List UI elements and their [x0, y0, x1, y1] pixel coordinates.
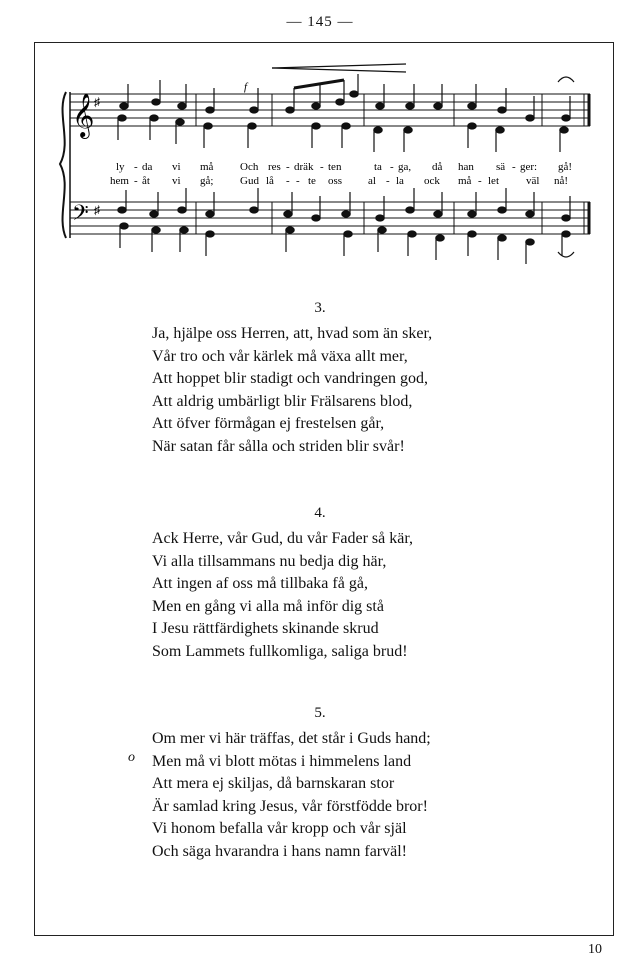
svg-text:ten: ten	[328, 161, 342, 173]
svg-text:må: må	[200, 161, 214, 173]
verse-line: När satan får sålla och striden blir svår!	[152, 437, 405, 455]
bass-clef: 𝄢	[72, 201, 89, 231]
svg-text:ta: ta	[374, 161, 382, 173]
bass-key-sharp: ♯	[94, 203, 100, 217]
treble-key-sharp: ♯	[94, 95, 100, 109]
svg-text:vi: vi	[172, 175, 181, 187]
svg-text:-: -	[390, 161, 394, 173]
svg-text:la: la	[396, 175, 404, 187]
svg-text:sä: sä	[496, 161, 506, 173]
svg-text:gå!: gå!	[558, 161, 573, 173]
svg-text:let: let	[488, 175, 499, 187]
verse-line: Ja, hjälpe oss Herren, att, hvad som än sker,	[152, 325, 433, 342]
signature-mark: 10	[588, 942, 602, 957]
verse-line: Att ingen af oss må tillbaka få gå,	[152, 575, 368, 593]
verse-5	[0, 705, 640, 864]
verse-line: I Jesu rättfärdighets skinande skrud	[152, 620, 379, 638]
music-score	[58, 52, 606, 272]
lyrics-line-1	[116, 161, 572, 173]
svg-text:må: må	[458, 175, 472, 187]
page-number: — 145 —	[286, 14, 354, 30]
svg-text:nå!: nå!	[554, 175, 569, 187]
verse-line: Vi honom befalla vår kropp och vår själ	[152, 820, 407, 838]
verse-line: Vi alla tillsammans nu bedja dig här,	[152, 552, 387, 570]
svg-text:ly: ly	[116, 161, 125, 173]
verse-line: Men må vi blott mötas i himmelens land	[152, 752, 412, 770]
treble-staff	[70, 94, 590, 126]
svg-text:-: -	[134, 161, 138, 173]
svg-text:-: -	[286, 161, 290, 173]
lyrics-line-2	[110, 175, 568, 187]
treble-lower-notes	[118, 115, 568, 152]
verse-line: Om mer vi här träffas, det står i Guds hand;	[152, 730, 431, 747]
svg-text:-: -	[478, 175, 482, 187]
svg-text:-: -	[286, 175, 290, 187]
margin-mark: o	[128, 750, 135, 765]
verse-line: Att hoppet blir stadigt och vandringen god,	[152, 370, 428, 388]
verse-line: Att öfver förmågan ej frestelsen går,	[152, 415, 385, 433]
verse-line: Att mera ej skiljas, då barnskaran stor	[152, 775, 395, 793]
svg-text:väl: väl	[526, 175, 540, 187]
verse-line: Att aldrig umbärligt blir Frälsarens blod,	[152, 392, 413, 410]
svg-text:-: -	[386, 175, 390, 187]
svg-text:hem: hem	[110, 175, 129, 187]
svg-text:vi: vi	[172, 161, 181, 173]
svg-text:Gud: Gud	[240, 175, 259, 187]
dynamic-mark: f	[244, 81, 248, 93]
svg-text:då: då	[432, 161, 443, 173]
treble-clef: 𝄞	[72, 93, 95, 137]
hairpin-mark	[272, 64, 406, 72]
svg-text:-: -	[512, 161, 516, 173]
svg-text:al: al	[368, 175, 376, 187]
treble-notes	[120, 74, 574, 121]
svg-text:da: da	[142, 161, 153, 173]
svg-text:ock: ock	[424, 175, 440, 187]
verse-line: Ack Herre, vår Gud, du vår Fader så kär,	[152, 530, 414, 547]
verse-4	[0, 505, 640, 664]
svg-text:ga,: ga,	[398, 161, 412, 173]
verse-number: 4.	[314, 505, 326, 521]
svg-text:-: -	[320, 161, 324, 173]
verse-3	[0, 300, 640, 459]
verse-line: Men en gång vi alla må inför dig stå	[152, 597, 384, 615]
svg-text:Och: Och	[240, 161, 259, 173]
svg-text:-: -	[134, 175, 138, 187]
verse-number: 3.	[314, 300, 326, 316]
verse-line: Är samlad kring Jesus, vår förstfödde bror!	[152, 797, 428, 815]
svg-text:te: te	[308, 175, 316, 187]
bass-staff	[70, 202, 590, 234]
system-brace	[60, 92, 66, 238]
svg-text:gå;: gå;	[200, 175, 214, 187]
verse-line: Vår tro och vår kärlek må växa allt mer,	[152, 347, 408, 365]
verse-line: Som Lammets fullkomliga, saliga brud!	[152, 642, 408, 660]
svg-text:oss: oss	[328, 175, 343, 187]
verse-number: 5.	[314, 705, 326, 721]
verse-line: Och säga hvarandra i hans namn farväl!	[152, 842, 407, 860]
svg-text:han: han	[458, 161, 474, 173]
svg-text:dräk: dräk	[294, 161, 314, 173]
svg-text:åt: åt	[142, 175, 150, 187]
svg-text:res: res	[268, 161, 281, 173]
svg-text:-: -	[296, 175, 300, 187]
svg-text:lå: lå	[266, 175, 274, 187]
svg-text:ger:: ger:	[520, 161, 538, 173]
